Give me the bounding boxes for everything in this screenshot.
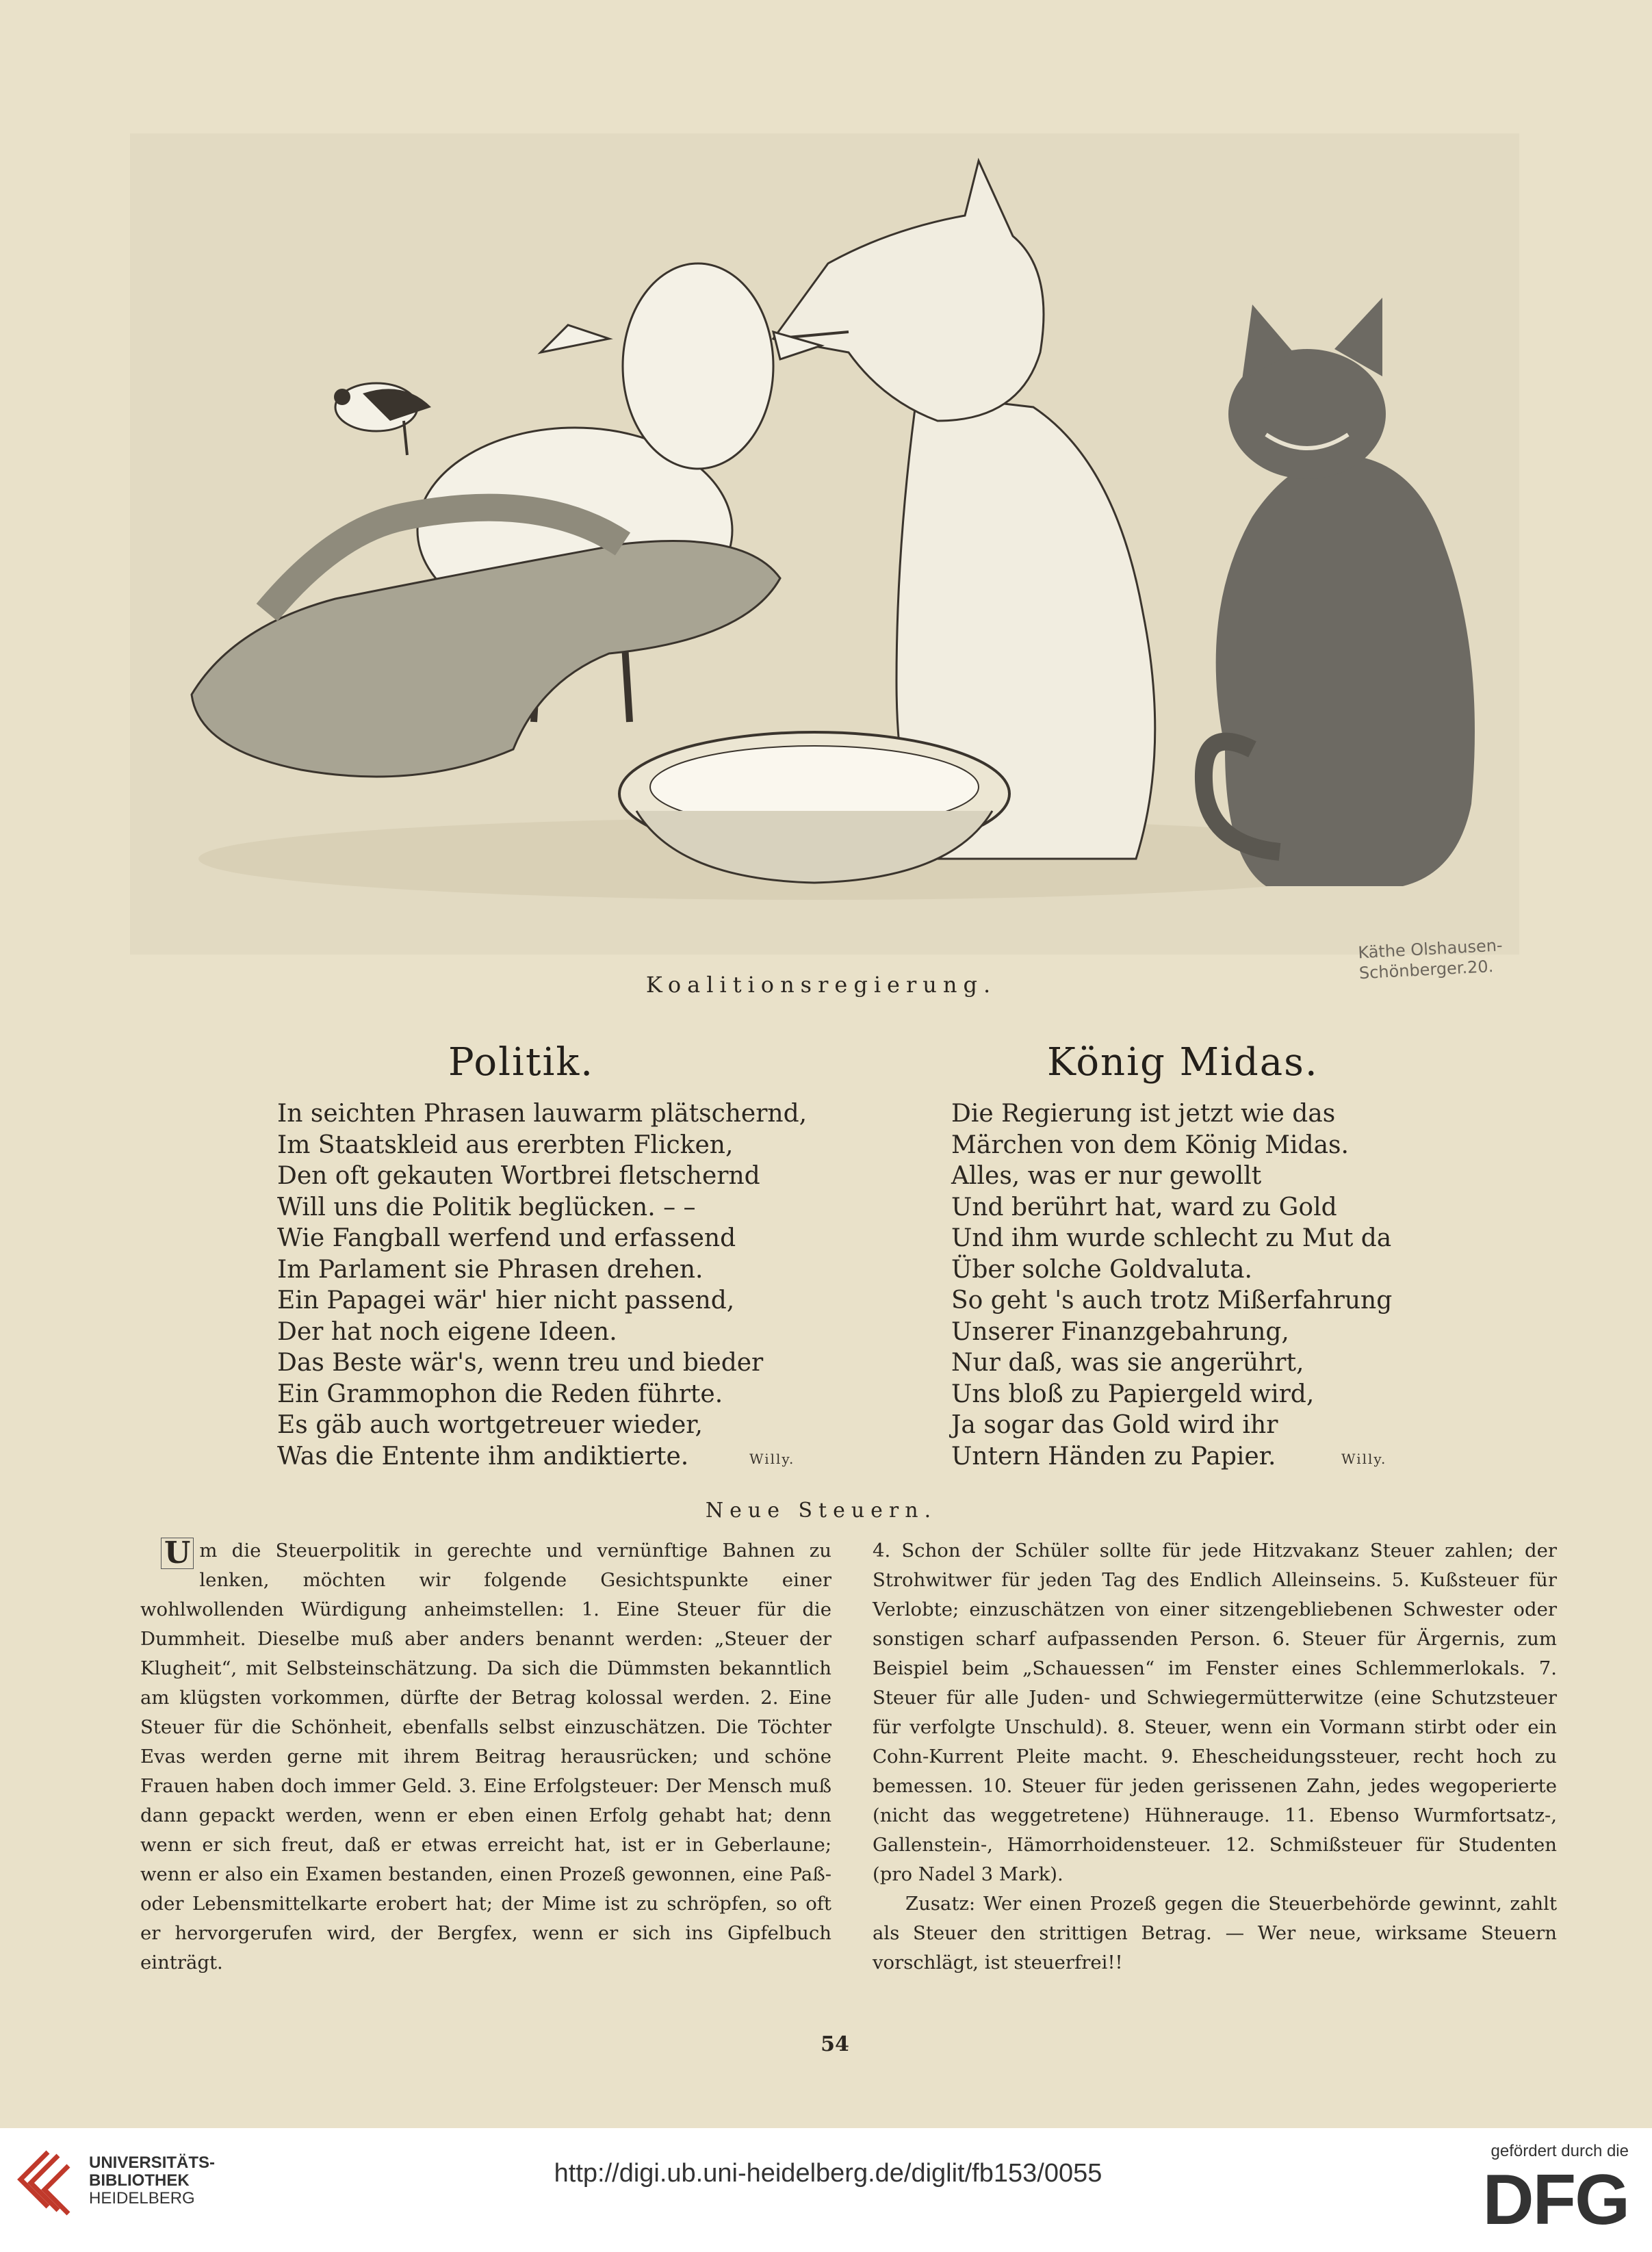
- dfg-logo: DFG: [1482, 2160, 1629, 2240]
- poem-line: Der hat noch eigene Ideen.: [277, 1317, 617, 1346]
- essay-column-left: [140, 1536, 831, 1978]
- poem-line: Über solche Goldvaluta.: [951, 1255, 1252, 1284]
- poem-politik: [277, 1040, 838, 1472]
- illustration-koalitionsregierung: [130, 133, 1519, 955]
- poem-line: Alles, was er nur gewollt: [951, 1162, 1262, 1190]
- poem-line: Den oft gekauten Wortbrei fletschernd: [277, 1162, 760, 1190]
- poem-line: Im Parlament sie Phrasen drehen.: [277, 1255, 704, 1284]
- funded-by-text: gefördert durch die: [1490, 2142, 1629, 2160]
- library-name-line: BIBLIOTHEK: [89, 2171, 190, 2190]
- poem-line: In seichten Phrasen lauwarm plätschernd,: [277, 1100, 808, 1128]
- essay-addendum: Zusatz: Wer einen Prozeß gegen die Steuerbehörde gewinnt, zahlt als Steuer den strittigen Betrag. — Wer neue, wirksame Steuern vorschlägt, ist steuerfrei!!: [873, 1893, 1557, 1973]
- poem-line: Unserer Finanzgebahrung,: [951, 1317, 1289, 1346]
- poem-author: Willy.: [1341, 1451, 1387, 1467]
- cat-figure: [1204, 298, 1475, 886]
- poem-line: Was die Entente ihm andiktierte.: [277, 1442, 689, 1471]
- essay-title: Neue Steuern.: [705, 1499, 938, 1523]
- university-library-logo-icon: [17, 2149, 79, 2231]
- illustration-caption: Koalitionsregierung.: [645, 972, 997, 998]
- poem-line: Im Staatskleid aus ererbten Flicken,: [277, 1130, 734, 1159]
- poem-line: Es gäb auch wortgetreuer wieder,: [277, 1411, 703, 1439]
- poem-author: Willy.: [749, 1451, 795, 1467]
- page-number: 54: [821, 2032, 849, 2056]
- poem-line: Und berührt hat, ward zu Gold: [951, 1193, 1337, 1221]
- poem-title: Politik.: [448, 1040, 595, 1085]
- footer-bar: [0, 2128, 1652, 2252]
- poem-line: Ein Papagei wär' hier nicht passend,: [277, 1286, 735, 1315]
- poem-line: Uns bloß zu Papiergeld wird,: [951, 1380, 1315, 1408]
- library-name-line: HEIDELBERG: [89, 2189, 195, 2208]
- poem-line: Märchen von dem König Midas.: [951, 1130, 1349, 1159]
- poem-koenig-midas: [951, 1040, 1512, 1472]
- poem-line: Will uns die Politik beglücken. – –: [277, 1193, 696, 1221]
- poem-line: Ja sogar das Gold wird ihr: [951, 1411, 1278, 1439]
- dropcap: U: [161, 1538, 194, 1569]
- bird-figure: [334, 383, 431, 455]
- signature-line: Schönberger.20.: [1358, 957, 1494, 983]
- poem-line: Die Regierung ist jetzt wie das: [951, 1100, 1336, 1128]
- source-url[interactable]: http://digi.ub.uni-heidelberg.de/diglit/fb153/0055: [554, 2159, 1102, 2188]
- library-name: [89, 2154, 215, 2208]
- essay-paragraph: m die Steuerpolitik in gerechte und vernünftige Bahnen zu lenken, möchten wir folgende Gesichtspunkte einer wohlwollenden Würdigung anheimstellen: 1. Eine Steuer für die Dummheit. Dieselbe muß aber anders benannt werden: „Steuer der Klugheit“, mit Selbsteinschätzung. Da sich die Dümmsten bekanntlich am klügsten vorkommen, dürfte der Betrag kolossal werden. 2. Eine Steuer für die Schönheit, ebenfalls selbst einzuschätzen. Die Töchter Evas werden gerne mit ihrem Beitrag herausrücken; und schöne Frauen haben doch immer Geld. 3. Eine Erfolgsteuer: Der Mensch muß dann gepackt werden, wenn er eben einen Erfolg gehabt hat; denn wenn er sich freut, daß er etwas erreicht hat, ist er in Geberlaune; wenn er also ein Examen bestanden, einen Prozeß gewonnen, eine Paß- oder Lebensmittelkarte erobert hat; der Mime ist zu schröpfen, so oft er hervorgerufen wird, der Bergfex, wenn er sich ins Gipfelbuch einträgt.: [140, 1540, 831, 1973]
- poem-line: Nur daß, was sie angerührt,: [951, 1349, 1304, 1377]
- signature-line: Käthe Olshausen-: [1357, 935, 1503, 963]
- poem-title: König Midas.: [1047, 1040, 1319, 1085]
- poem-line: Und ihm wurde schlecht zu Mut da: [951, 1224, 1392, 1252]
- essay-paragraph: 4. Schon der Schüler sollte für jede Hitzvakanz Steuer zahlen; der Strohwitwer für jeden Tag des Endlich Alleinseins. 5. Kußsteuer für Verlobte; einzuschätzen von einer sitzengebliebenen Schwester oder sonstigen scharf aufpassenden Person. 6. Steuer für Ärgernis, zum Beispiel beim „Schauessen“ im Fenster eines Schlemmerlokals. 7. Steuer für alle Juden- und Schwiegermütterwitze (eine Schutzsteuer für verfolgte Unschuld). 8. Steuer, wenn ein Vormann stirbt oder ein Cohn-Kurrent Pleite macht. 9. Ehescheidungssteuer, recht hoch zu bemessen. 10. Steuer für jeden gerissenen Zahn, jedes wegoperierte (nicht das weggetretene) Hühnerauge. 11. Ebenso Wurmfortsatz-, Gallenstein-, Hämorrhoidensteuer. 12. Schmißsteuer für Studenten (pro Nadel 3 Mark).: [873, 1540, 1557, 1885]
- poem-line: Das Beste wär's, wenn treu und bieder: [277, 1349, 764, 1377]
- poem-line: Ein Grammophon die Reden führte.: [277, 1380, 723, 1408]
- poem-line: Untern Händen zu Papier.: [951, 1442, 1276, 1471]
- library-name-line: UNIVERSITÄTS-: [89, 2153, 216, 2172]
- poem-line: So geht 's auch trotz Mißerfahrung: [951, 1286, 1393, 1315]
- essay-column-right: [873, 1536, 1557, 1978]
- poem-line: Wie Fangball werfend und erfassend: [277, 1224, 736, 1252]
